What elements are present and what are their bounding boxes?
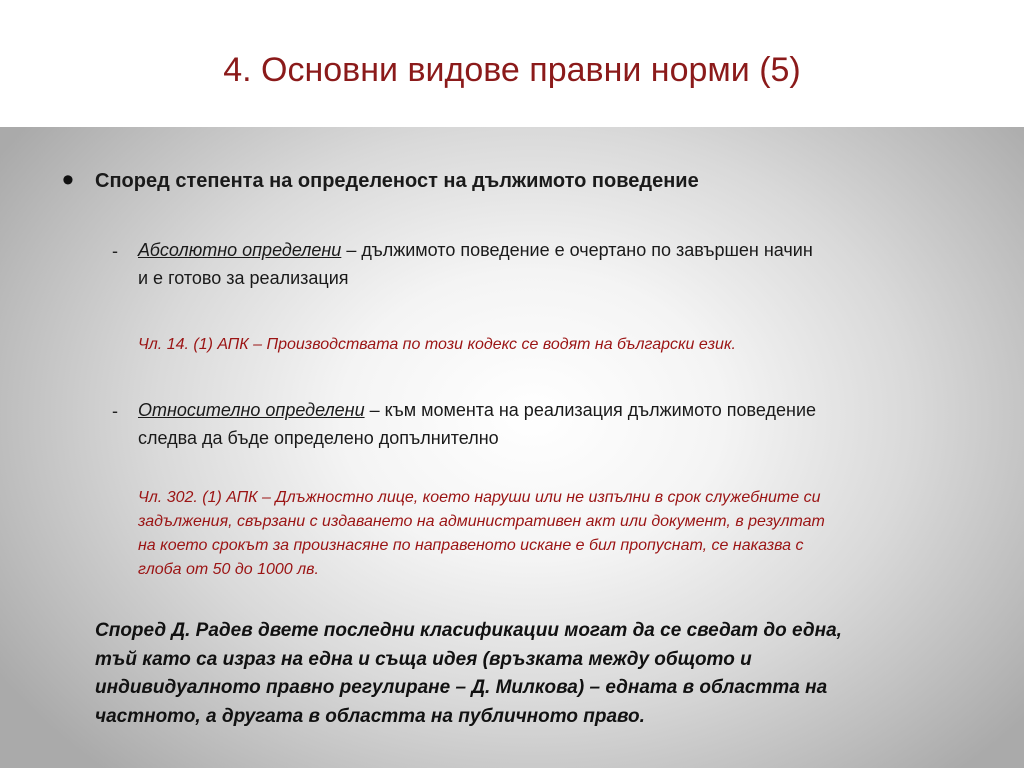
example-line: Чл. 302. (1) АПК – Длъжностно лице, което наруши или не изпълни в срок служебните си (138, 489, 821, 506)
dash-marker: - (112, 241, 118, 261)
summary-paragraph (95, 617, 1000, 731)
law-example-art302 (138, 486, 825, 582)
item-text: – дължимото поведение е очертано по завършен начин (341, 240, 813, 260)
example-line: задължения, свързани с издаването на административен акт или документ, в резултат (138, 513, 825, 530)
item-line: и е готово за реализация (138, 268, 349, 288)
example-line: на което срокът за произнасяне по направеното искане е бил пропуснат, се наказва с (138, 537, 804, 554)
item-line (138, 396, 816, 424)
summary-line: индивидуалното правно регулиране – Д. Милкова) – едната в областта на (95, 677, 828, 698)
bullet-icon: • (62, 161, 74, 199)
list-item-relative (138, 396, 816, 452)
law-example-art14: Чл. 14. (1) АПК – Производствата по този кодекс се водят на български език. (138, 336, 736, 353)
list-item-absolute (138, 236, 813, 292)
title-bar (0, 0, 1024, 127)
summary-line: Според Д. Радев двете последни класификации могат да се сведат до една, (95, 620, 842, 641)
item-line (138, 236, 813, 264)
slide-title: 4. Основни видове правни норми (5) (223, 51, 801, 89)
summary-line: тъй като са израз на една и съща идея (връзката между общото и (95, 648, 752, 670)
term-relative: Относително определени (138, 400, 365, 420)
item-line: следва да бъде определено допълнително (138, 428, 499, 448)
example-line: глоба от 50 до 1000 лв. (138, 561, 319, 578)
slide-content (0, 127, 1024, 768)
term-absolute: Абсолютно определени (138, 240, 342, 260)
section-heading: Според степента на определеност на дължимото поведение (95, 170, 699, 192)
dash-marker: - (112, 401, 118, 421)
summary-line: частното, а другата в областта на публичното право. (95, 705, 645, 727)
item-text: – към момента на реализация дължимото поведение (364, 400, 817, 420)
